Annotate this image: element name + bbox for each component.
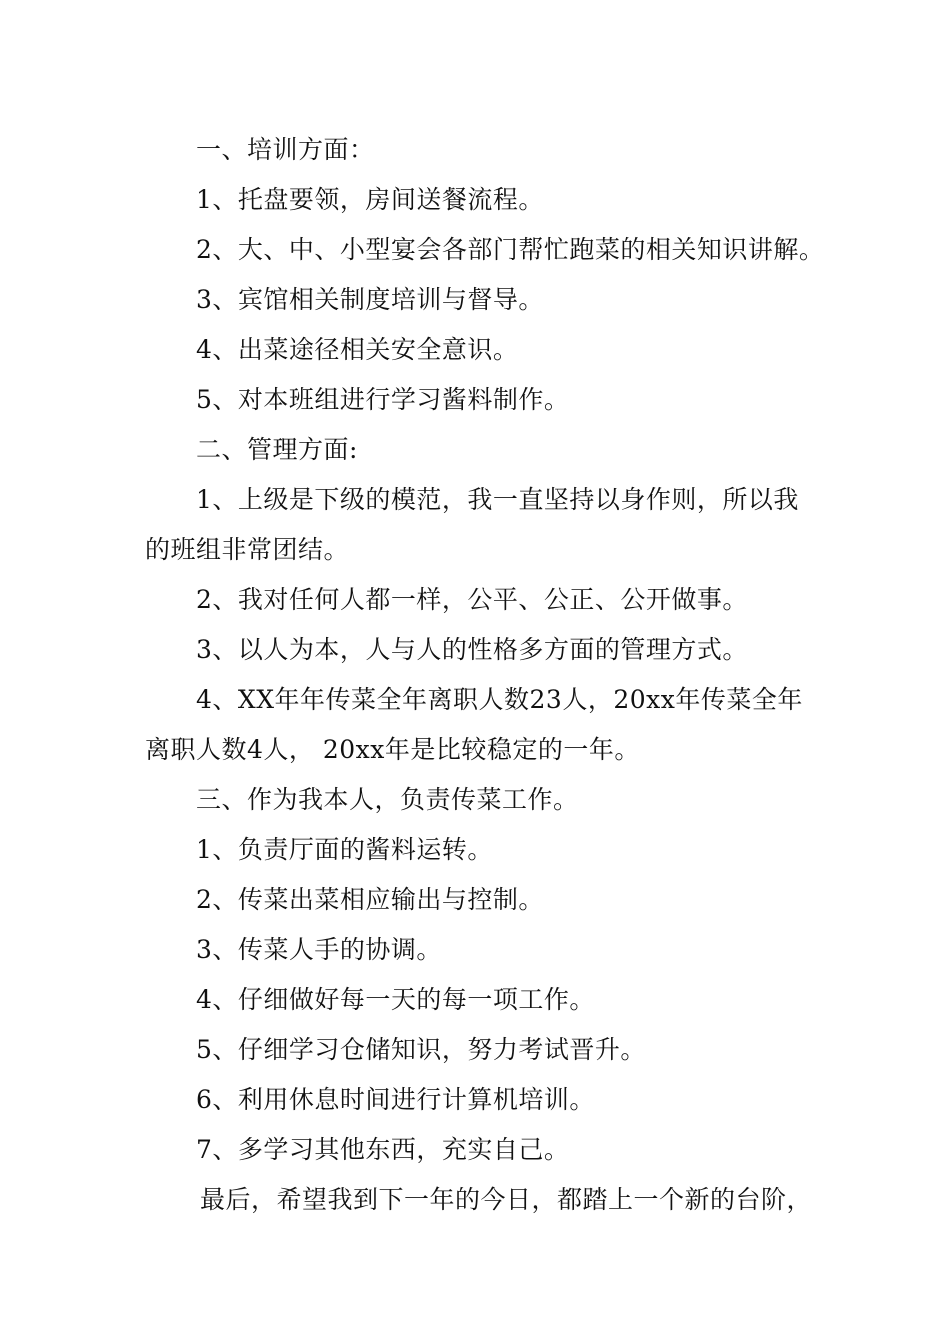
paragraph-line: 5、对本班组进行学习酱料制作。	[196, 385, 570, 414]
paragraph-line: 的班组非常团结。	[145, 535, 350, 564]
paragraph-line: 1、上级是下级的模范，我一直坚持以身作则，所以我	[196, 485, 799, 514]
paragraph-line: 3、宾馆相关制度培训与督导。	[196, 285, 544, 314]
paragraph-line: 1、负责厅面的酱料运转。	[196, 835, 493, 864]
paragraph-line: 7、多学习其他东西，充实自己。	[196, 1135, 570, 1164]
section-heading-training: 一、培训方面：	[196, 135, 375, 164]
paragraph-line: 4、XX年年传菜全年离职人数23人，20xx年传菜全年	[196, 685, 803, 714]
paragraph-line: 4、仔细做好每一天的每一项工作。	[196, 985, 595, 1014]
paragraph-line: 1、托盘要领，房间送餐流程。	[196, 185, 544, 214]
paragraph-line: 最后，希望我到下一年的今日，都踏上一个新的台阶，	[200, 1185, 813, 1214]
paragraph-line: 离职人数4人， 20xx年是比较稳定的一年。	[145, 735, 640, 764]
paragraph-line: 6、利用休息时间进行计算机培训。	[196, 1085, 595, 1114]
paragraph-line: 3、以人为本，人与人的性格多方面的管理方式。	[196, 635, 748, 664]
section-heading-management: 二、管理方面:	[196, 435, 358, 464]
paragraph-line: 2、我对任何人都一样，公平、公正、公开做事。	[196, 585, 748, 614]
paragraph-line: 3、传菜人手的协调。	[196, 935, 442, 964]
paragraph-line: 4、出菜途径相关安全意识。	[196, 335, 519, 364]
paragraph-line: 2、大、中、小型宴会各部门帮忙跑菜的相关知识讲解。	[196, 235, 825, 264]
paragraph-line: 2、传菜出菜相应输出与控制。	[196, 885, 544, 914]
paragraph-line: 5、仔细学习仓储知识，努力考试晋升。	[196, 1035, 646, 1064]
section-heading-personal: 三、作为我本人，负责传菜工作。	[196, 785, 579, 814]
